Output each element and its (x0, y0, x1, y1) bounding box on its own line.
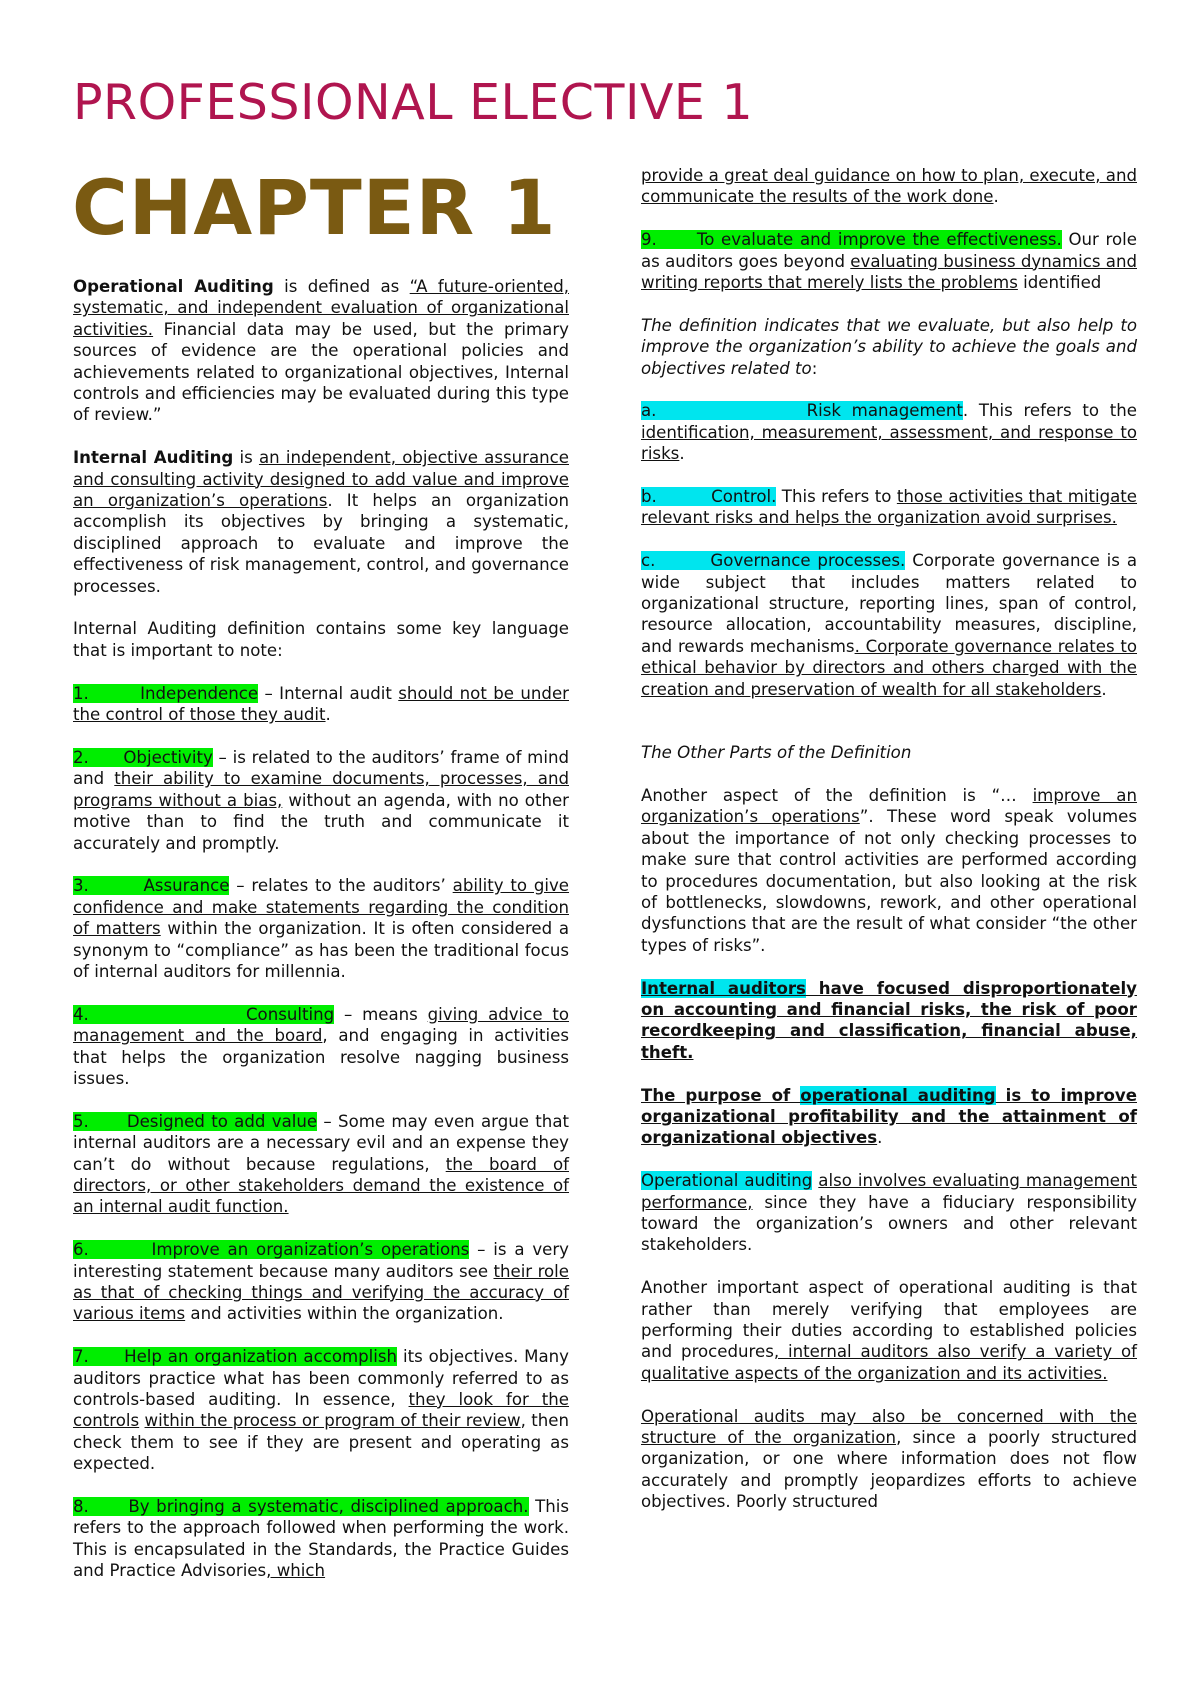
term-operational-auditing: Operational Auditing (73, 277, 274, 296)
list-item-improve-operations: 6. Improve an organization’s operations – is a very interesting statement because many auditors see their role as that of checking things and verifying the accuracy of various items and activities within the organization. (73, 1240, 569, 1324)
another-important-paragraph: Another important aspect of operational auditing is that rather than merely verifying that employees are performing their duties according to established policies and procedures, internal auditors also verify a variety of qualitative aspects of the organization and its activities. (641, 1278, 1137, 1383)
other-parts-heading: The Other Parts of the Definition (641, 743, 912, 763)
list-item-independence: 1. Independence – Internal audit should not be under the control of those they audit. (73, 683, 569, 725)
internal-auditors-paragraph: Internal auditors have focused disproportionately on accounting and financial risks, the risk of poor recordkeeping and classification, financial abuse, theft. (641, 978, 1137, 1062)
structure-paragraph: Operational audits may also be concerned with the structure of the organization, since a poorly structured organization, or one where information does not flow accurately and promptly jeopardizes efforts to achieve objectives. Poorly structured (641, 1406, 1138, 1512)
definition-indicates: The definition indicates that we evaluate, but also help to improve the organization’s ability to achieve the goals and objectives related to: (641, 315, 1137, 378)
list-item-designed-to-add-value: 5. Designed to add value – Some may even argue that internal auditors are a necessary evil and an expense they can’t do without because regulations, the board of directors, or other stakeholders demand the existence of an internal audit function. (73, 1111, 569, 1217)
list-item-risk-management: a. Risk management. This refers to the identification, measurement, assessment, and response to risks. (641, 401, 1137, 464)
list-item-consulting: 4. Consulting – means giving advice to management and the board, and engaging in activities that helps the organization resolve nagging business issues. (73, 1004, 570, 1088)
term-internal-auditing: Internal Auditing (73, 448, 234, 468)
right-column (641, 165, 1137, 1534)
list-item-evaluate-improve: 9. To evaluate and improve the effectiveness. Our role as auditors goes beyond evaluating business dynamics and writing reports that merely lists the problems identified (641, 230, 1137, 293)
list-item-objectivity: 2. Objectivity – is related to the auditors’ frame of mind and their ability to examine documents, processes, and programs without a bias, without an agenda, with no other motive than to find the truth and communicate it accurately and promptly. (73, 747, 570, 853)
systematic-approach-continued: provide a great deal guidance on how to plan, execute, and communicate the results of the work done. (641, 166, 1137, 207)
list-item-control: b. Control. This refers to those activities that mitigate relevant risks and helps the organization avoid surprises. (641, 487, 1137, 528)
left-column (73, 276, 569, 1603)
chapter-heading: CHAPTER 1 (72, 163, 557, 252)
another-aspect-paragraph: Another aspect of the definition is “… improve an organization’s operations”. These word speak volumes about the importance of not only checking processes to make sure that control activities are performed according to procedures documentation, but also looking at the risk of bottlenecks, slowdowns, rework, and other operational dysfunctions that are the result of what consider “the other types of risks”. (641, 785, 1137, 955)
list-item-help-accomplish: 7. Help an organization accomplish its objectives. Many auditors practice what has been commonly referred to as controls-based auditing. In essence, they look for the controls within the process or program of their review, then check them to see if they are present and operating as expected. (73, 1347, 570, 1474)
list-item-assurance: 3. Assurance – relates to the auditors’ ability to give confidence and make statements regarding the condition of matters within the organization. It is often considered a synonym to “compliance” as has been the traditional focus of internal auditors for millennia. (73, 876, 570, 981)
document-title: PROFESSIONAL ELECTIVE 1 (73, 74, 754, 131)
list-item-governance: c. Governance processes. Corporate governance is a wide subject that includes matters related to organizational structure, reporting lines, span of control, resource allocation, accountability measures, discipline, and rewards mechanisms. Corporate governance relates to ethical behavior by directors and others charged with the creation and preservation of wealth for all stakeholders. (641, 551, 1137, 699)
list-item-systematic-approach: 8. By bringing a systematic, disciplined approach. This refers to the approach followed when performing the work. This is encapsulated in the Standards, the Practice Guides and Practice Advisories, which (73, 1497, 569, 1581)
purpose-paragraph: The purpose of operational auditing is to improve organizational profitability and the attainment of organizational objectives. (641, 1085, 1137, 1148)
internal-auditing-definition: Internal Auditing is an independent, objective assurance and consulting activity designed to add value and improve an organization’s operations. It helps an organization accomplish its objectives by bringing a systematic, disciplined approach to evaluate and improve the effectiveness of risk management, control, and governance processes. (73, 448, 569, 596)
operational-auditing-definition: Operational Auditing is defined as “A future-oriented, systematic, and independent evaluation of organizational activities. Financial data may be used, but the primary sources of evidence are the operational policies and achievements related to organizational objectives, Internal controls and efficiencies may be evaluated during this type of review.” (73, 277, 570, 425)
key-language-intro: Internal Auditing definition contains some key language that is important to note: (73, 619, 569, 660)
management-performance-paragraph: Operational auditing also involves evaluating management performance, since they have a fiduciary responsibility toward the organization’s owners and other relevant stakeholders. (641, 1171, 1137, 1255)
